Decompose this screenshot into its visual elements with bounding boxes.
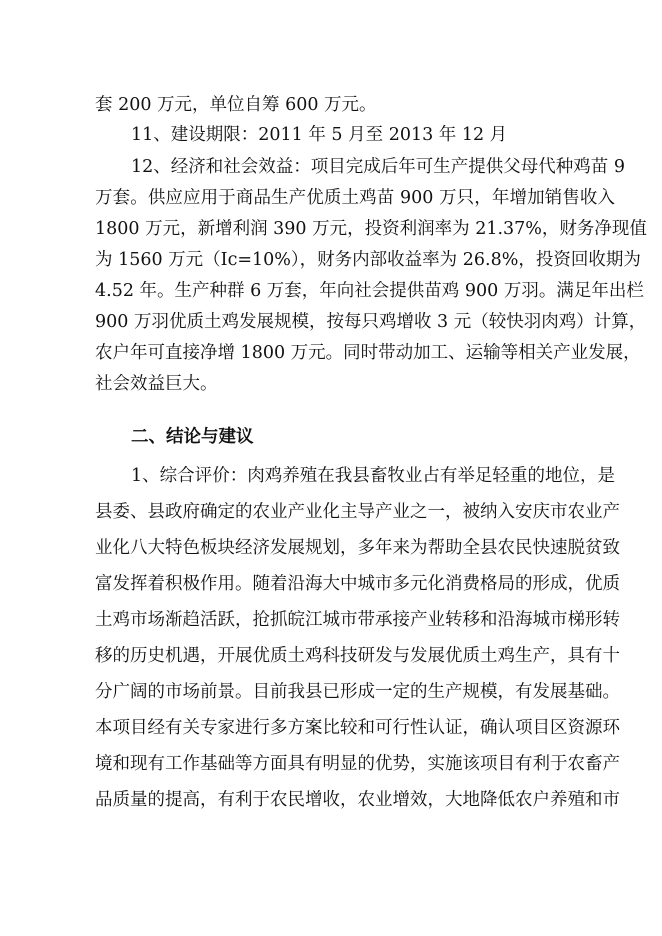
- text-line-3: 12、经济和社会效益：项目完成后年可生产提供父母代种鸡苗 9: [131, 157, 625, 177]
- text-line-18: 分广阔的市场前景。目前我县已形成一定的生产规模，有发展基础。: [95, 682, 620, 702]
- text-line-21: 品质量的提高，有利于农民增收，农业增效，大地降低农户养殖和市: [95, 790, 620, 810]
- text-line-10: 社会效益巨大。: [95, 374, 218, 394]
- text-line-5: 1800 万元，新增利润 390 万元，投资利润率为 21.37%，财务净现值: [95, 219, 647, 239]
- text-line-8: 900 万羽优质土鸡发展规模，按每只鸡增收 3 元（较快羽肉鸡）计算，: [95, 312, 647, 332]
- text-line-9: 农户年可直接净增 1800 万元。同时带动加工、运输等相关产业发展，: [95, 343, 641, 363]
- text-line-6: 为 1560 万元（Ic=10%），财务内部收益率为 26.8%，投资回收期为: [95, 250, 641, 270]
- section-heading: 二、结论与建议: [131, 427, 254, 447]
- text-line-2: 11、建设期限：2011 年 5 月至 2013 年 12 月: [131, 125, 508, 145]
- text-line-7: 4.52 年。生产种群 6 万套，年向社会提供苗鸡 900 万羽。满足年出栏: [95, 281, 644, 301]
- text-line-20: 境和现有工作基础等方面具有明显的优势，实施该项目有利于农畜产: [95, 754, 620, 774]
- text-line-15: 富发挥着积极作用。随着沿海大中城市多元化消费格局的形成，优质: [95, 574, 620, 594]
- text-line-12: 1、综合评价：肉鸡养殖在我县畜牧业占有举足轻重的地位，是: [131, 466, 615, 486]
- text-line-16: 土鸡市场渐趋活跃，抢抓皖江城市带承接产业转移和沿海城市梯形转: [95, 610, 620, 630]
- text-line-17: 移的历史机遇，开展优质土鸡科技研发与发展优质土鸡生产，具有十: [95, 646, 620, 666]
- text-line-14: 业化八大特色板块经济发展规划，多年来为帮助全县农民快速脱贫致: [95, 538, 620, 558]
- text-line-4: 万套。供应应用于商品生产优质土鸡苗 900 万只，年增加销售收入: [95, 188, 615, 208]
- text-line-19: 本项目经有关专家进行多方案比较和可行性认证，确认项目区资源环: [95, 718, 620, 738]
- text-line-1: 套 200 万元，单位自筹 600 万元。: [95, 95, 377, 115]
- text-line-13: 县委、县政府确定的农业产业化主导产业之一，被纳入安庆市农业产: [95, 502, 620, 522]
